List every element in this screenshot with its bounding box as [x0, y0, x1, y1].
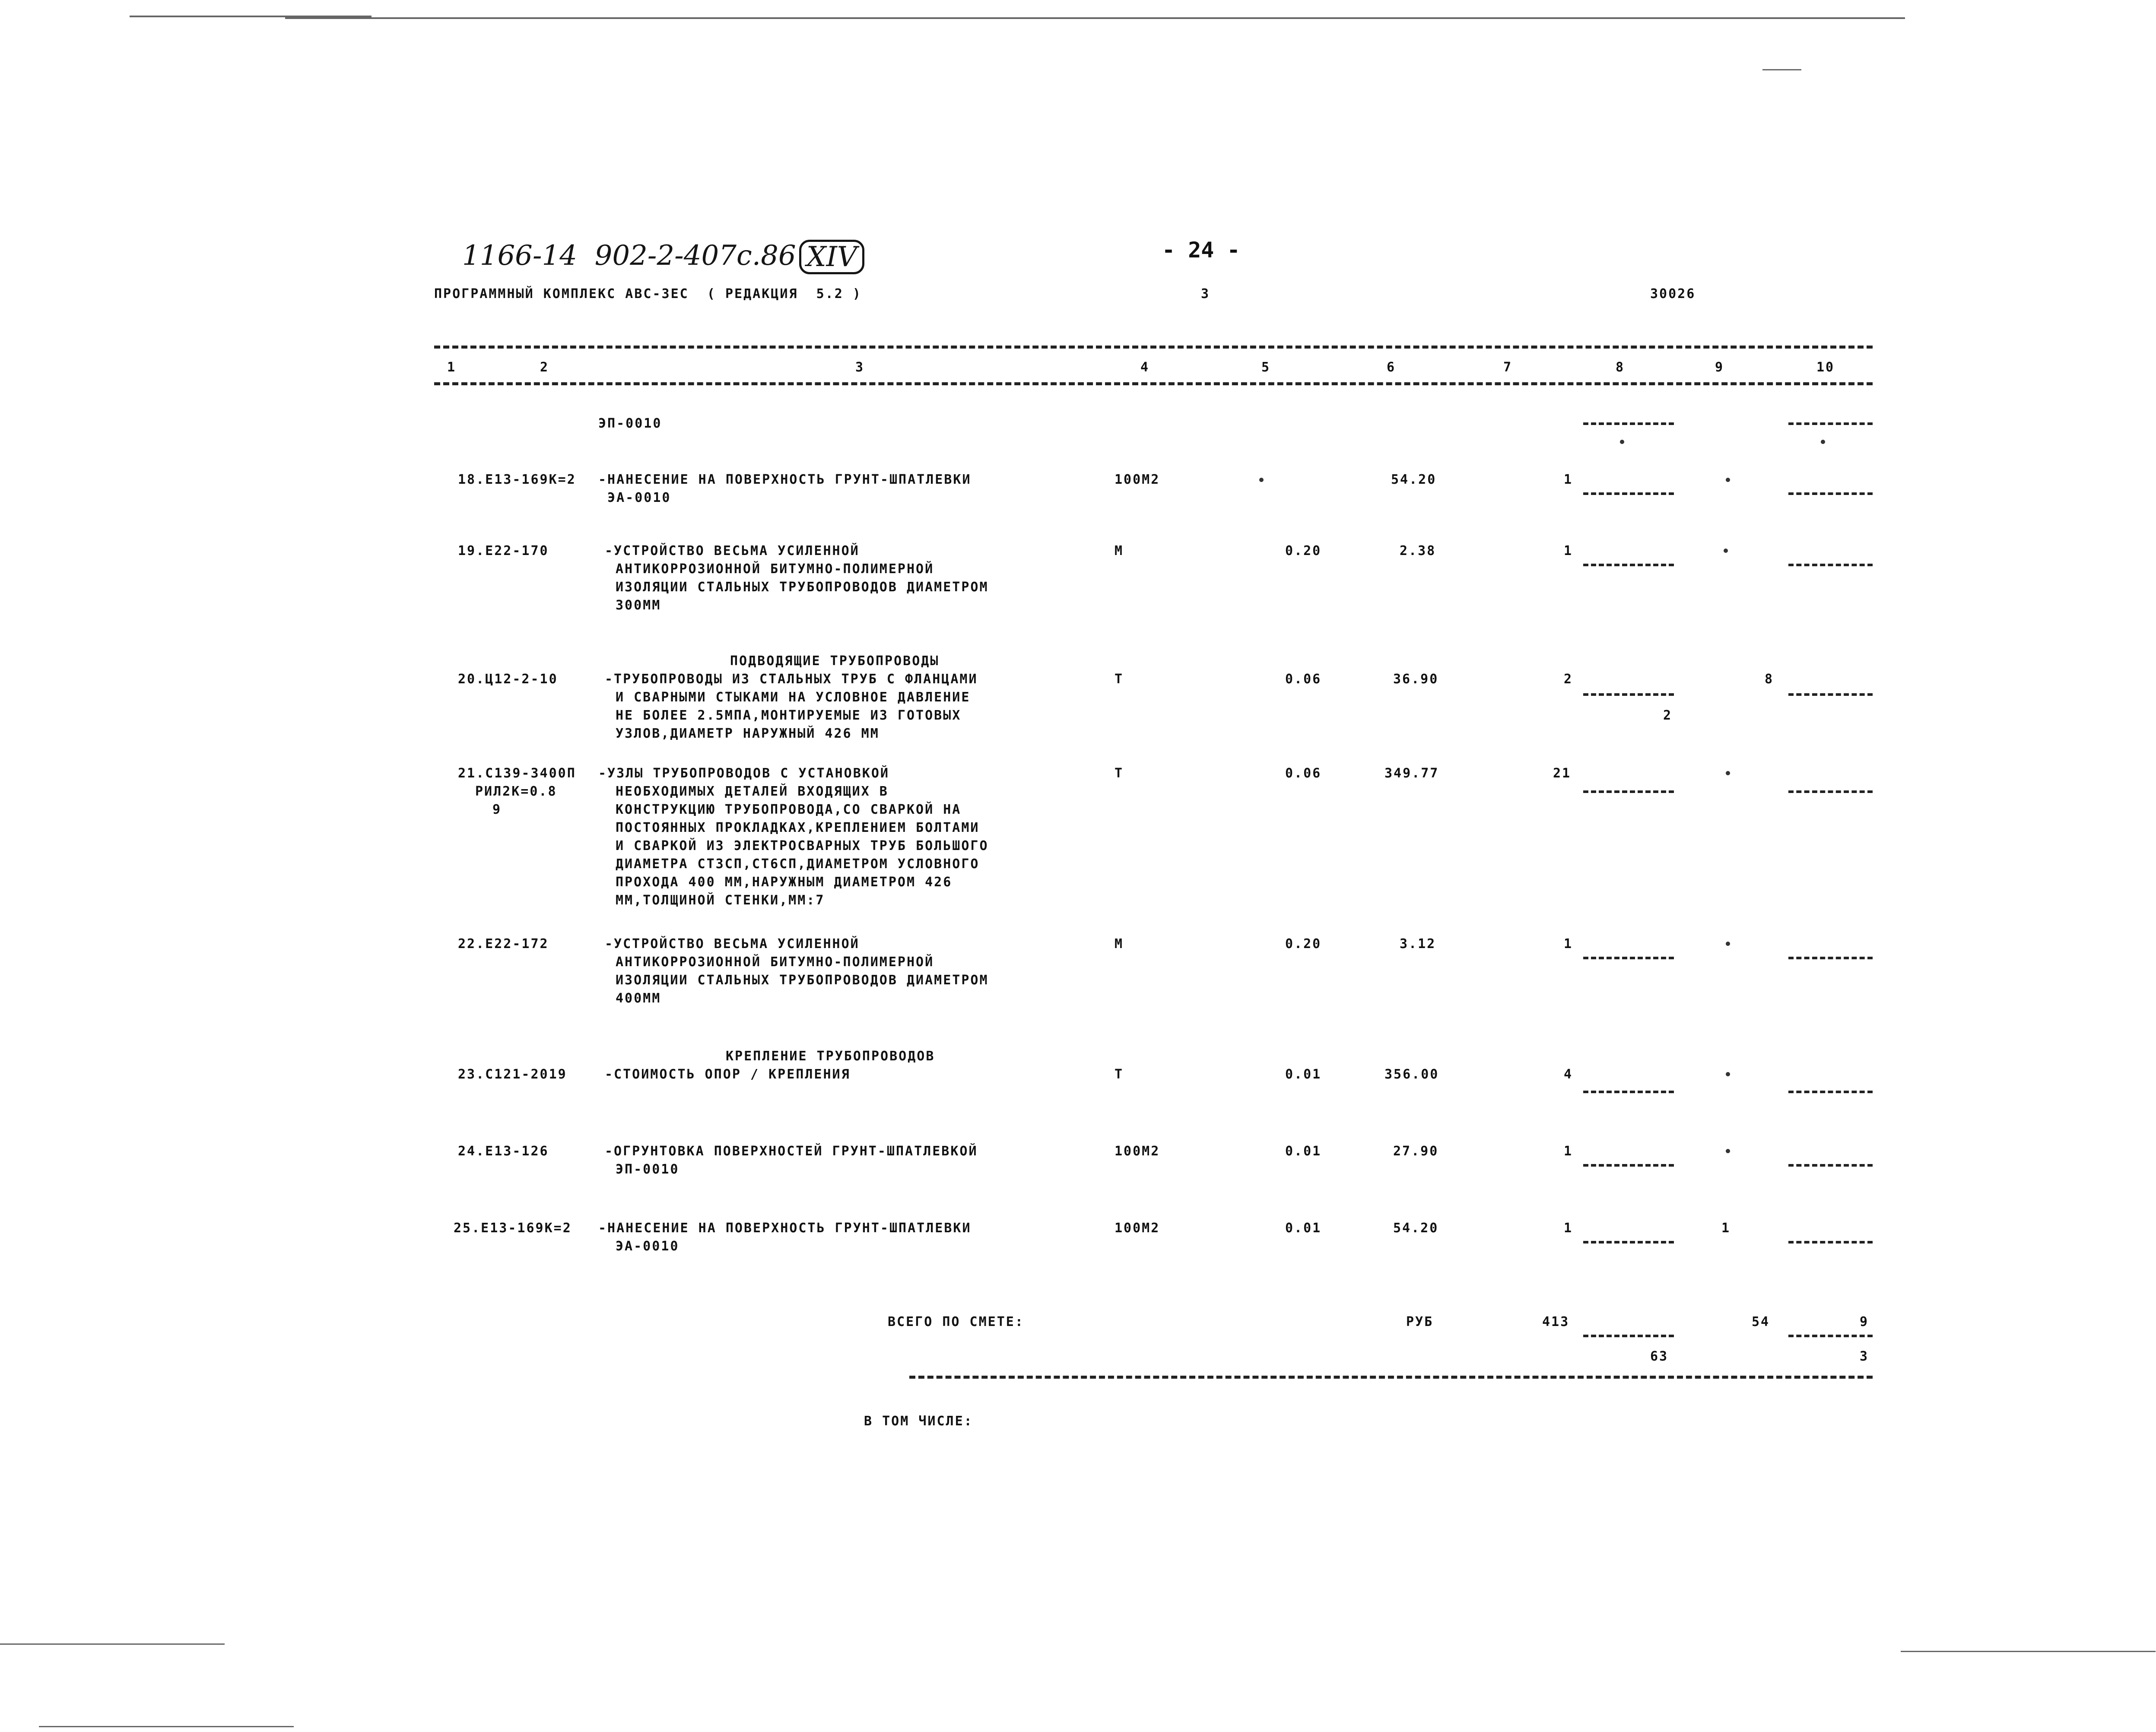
row-description: УЗЛОВ,ДИАМЕТР НАРУЖНЫЙ 426 ММ	[616, 726, 880, 741]
handwritten-reference: 1166-14 902-2-407с.86	[462, 240, 796, 272]
row-description: НЕОБХОДИМЫХ ДЕТАЛЕЙ ВХОДЯЩИХ В	[616, 784, 889, 799]
row-description: -ОГРУНТОВКА ПОВЕРХНОСТЕЙ ГРУНТ-ШПАТЛЕВКОЙ	[605, 1144, 978, 1159]
row-description: ИЗОЛЯЦИИ СТАЛЬНЫХ ТРУБОПРОВОДОВ ДИАМЕТРОМ	[616, 973, 989, 988]
row-unit: Т	[1115, 766, 1124, 781]
row-description: ЭА-0010	[616, 1239, 680, 1254]
totals-col10b: 3	[1860, 1349, 1869, 1364]
row-code: 25.Е13-169К=2	[454, 1221, 572, 1236]
cell-dash	[1788, 693, 1873, 696]
row-unit: 100М2	[1115, 1144, 1160, 1159]
row-code-extra: 9	[492, 802, 502, 817]
row-qty: 0.01	[1285, 1144, 1322, 1159]
sheet-number: 3	[1201, 286, 1210, 301]
cell-dash	[1788, 790, 1873, 793]
cell-dash	[1583, 790, 1674, 793]
row-description: ЭА-0010	[598, 490, 671, 505]
row-code: 20.Ц12-2-10	[458, 672, 558, 687]
row-description: -СТОИМОСТЬ ОПОР / КРЕПЛЕНИЯ	[605, 1067, 851, 1082]
cell-mark	[1821, 440, 1825, 444]
row-price: 27.90	[1393, 1144, 1439, 1159]
totals-label: ВСЕГО ПО СМЕТЕ:	[888, 1314, 1024, 1329]
row-price: 2.38	[1400, 543, 1436, 558]
row-qty: 0.20	[1285, 543, 1322, 558]
totals-rule	[909, 1376, 1873, 1379]
totals-col9: 54	[1752, 1314, 1770, 1329]
row-price: 36.90	[1393, 672, 1439, 687]
row-price: 349.77	[1384, 766, 1439, 781]
cell-dash	[1583, 1241, 1674, 1243]
table-header-rule	[434, 382, 1873, 385]
row-description: И СВАРКОЙ ИЗ ЭЛЕКТРОСВАРНЫХ ТРУБ БОЛЬШОГО	[616, 838, 989, 853]
col-header-8: 8	[1616, 360, 1625, 375]
col-header-3: 3	[855, 360, 865, 375]
col-header-1: 1	[447, 360, 457, 375]
footer-label: В ТОМ ЧИСЛЕ:	[864, 1414, 973, 1429]
row-description: ДИАМЕТРА СТ3СП,СТ6СП,ДИАМЕТРОМ УСЛОВНОГО	[616, 856, 980, 872]
row-description: -ТРУБОПРОВОДЫ ИЗ СТАЛЬНЫХ ТРУБ С ФЛАНЦАМИ	[605, 672, 978, 687]
row-description: -УЗЛЫ ТРУБОПРОВОДОВ С УСТАНОВКОЙ	[598, 766, 889, 781]
row-col8-lower: 2	[1663, 708, 1673, 723]
cell-mark	[1726, 1149, 1730, 1153]
cell-dash	[1788, 492, 1873, 495]
row-unit: М	[1115, 936, 1124, 952]
cell-dash	[1788, 1091, 1873, 1093]
row-description: ИЗОЛЯЦИИ СТАЛЬНЫХ ТРУБОПРОВОДОВ ДИАМЕТРОМ	[616, 580, 989, 595]
cell-mark	[1726, 771, 1730, 775]
totals-col8: 63	[1650, 1349, 1669, 1364]
row-col7: 1	[1564, 543, 1573, 558]
cell-mark	[1726, 478, 1730, 482]
row-qty: 0.06	[1285, 672, 1322, 687]
col-header-7: 7	[1503, 360, 1513, 375]
row-description: 300ММ	[616, 598, 661, 613]
row-col7: 4	[1564, 1067, 1573, 1082]
row-description: И СВАРНЫМИ СТЫКАМИ НА УСЛОВНОЕ ДАВЛЕНИЕ	[616, 690, 971, 705]
cell-dash	[1583, 1091, 1674, 1093]
cell-dash	[1583, 422, 1674, 425]
scan-edge-line	[285, 17, 1905, 19]
scan-edge-line	[1901, 1651, 2156, 1652]
row-unit: 100М2	[1115, 472, 1160, 487]
cell-mark	[1724, 549, 1728, 553]
program-title: ПРОГРАММНЫЙ КОМПЛЕКС АВС-3ЕС ( РЕДАКЦИЯ 5.2 )	[434, 286, 862, 301]
row-code: 23.С121-2019	[458, 1067, 567, 1082]
cell-dash	[1788, 1335, 1873, 1337]
col-header-10: 10	[1816, 360, 1835, 375]
cell-dash	[1788, 957, 1873, 959]
cell-dash	[1583, 492, 1674, 495]
col-header-9: 9	[1715, 360, 1724, 375]
row-price: 54.20	[1391, 472, 1437, 487]
col-header-5: 5	[1261, 360, 1271, 375]
row-col9: 8	[1765, 672, 1774, 687]
row-unit: М	[1115, 543, 1124, 558]
cell-dash	[1788, 1164, 1873, 1167]
row-col7: 21	[1553, 766, 1572, 781]
row-description: ПРОХОДА 400 ММ,НАРУЖНЫМ ДИАМЕТРОМ 426	[616, 875, 953, 890]
cell-dash	[1583, 957, 1674, 959]
row-description: КОНСТРУКЦИЮ ТРУБОПРОВОДА,СО СВАРКОЙ НА	[616, 802, 962, 817]
row-description: ЭП-0010	[616, 1162, 680, 1177]
totals-currency: РУБ	[1406, 1314, 1434, 1329]
section-heading: КРЕПЛЕНИЕ ТРУБОПРОВОДОВ	[726, 1049, 935, 1064]
row-description: -УСТРОЙСТВО ВЕСЬМА УСИЛЕННОЙ	[605, 543, 860, 558]
row-qty: 0.01	[1285, 1067, 1322, 1082]
row-col7: 1	[1564, 936, 1573, 952]
row-code: 21.С139-3400П	[458, 766, 576, 781]
row-code: 19.Е22-170	[458, 543, 549, 558]
row-code-extra: РИЛ2К=0.8	[475, 784, 557, 799]
row-unit: Т	[1115, 672, 1124, 687]
row-description: 400ММ	[616, 991, 661, 1006]
row-qty: 0.01	[1285, 1221, 1322, 1236]
table-top-rule	[434, 346, 1873, 349]
row-col7: 1	[1564, 472, 1573, 487]
row-description: АНТИКОРРОЗИОННОЙ БИТУМНО-ПОЛИМЕРНОЙ	[616, 955, 934, 970]
row-description: ММ,ТОЛЩИНОЙ СТЕНКИ,ММ:7	[616, 893, 825, 908]
row-description: -УСТРОЙСТВО ВЕСЬМА УСИЛЕННОЙ	[605, 936, 860, 952]
row-qty: 0.06	[1285, 766, 1322, 781]
scan-edge-line	[39, 1726, 294, 1727]
cell-dash	[1583, 1335, 1674, 1337]
row-col7: 2	[1564, 672, 1573, 687]
scan-edge-line	[1762, 69, 1801, 70]
cell-dash	[1788, 564, 1873, 566]
row-col7: 1	[1564, 1221, 1573, 1236]
scan-edge-line	[0, 1643, 225, 1645]
estimate-code: 30026	[1650, 286, 1696, 301]
row-description: -НАНЕСЕНИЕ НА ПОВЕРХНОСТЬ ГРУНТ-ШПАТЛЕВКИ	[598, 1221, 972, 1236]
cell-mark	[1259, 478, 1264, 482]
row-col9: 1	[1721, 1221, 1731, 1236]
row-description: НЕ БОЛЕЕ 2.5МПА,МОНТИРУЕМЫЕ ИЗ ГОТОВЫХ	[616, 708, 962, 723]
totals-col10a: 9	[1860, 1314, 1869, 1329]
row-description: -НАНЕСЕНИЕ НА ПОВЕРХНОСТЬ ГРУНТ-ШПАТЛЕВКИ	[598, 472, 972, 487]
cell-mark	[1620, 440, 1624, 444]
row-description: АНТИКОРРОЗИОННОЙ БИТУМНО-ПОЛИМЕРНОЙ	[616, 561, 934, 577]
col-header-6: 6	[1387, 360, 1396, 375]
col-header-4: 4	[1140, 360, 1150, 375]
row-description: ЭП-0010	[598, 416, 662, 431]
cell-dash	[1788, 422, 1873, 425]
totals-col7: 413	[1542, 1314, 1570, 1329]
row-unit: 100М2	[1115, 1221, 1160, 1236]
handwritten-roman-numeral: XIV	[799, 240, 864, 274]
row-code: 22.Е22-172	[458, 936, 549, 952]
row-price: 54.20	[1393, 1221, 1439, 1236]
cell-dash	[1788, 1241, 1873, 1243]
cell-dash	[1583, 693, 1674, 696]
cell-dash	[1583, 564, 1674, 566]
section-heading: ПОДВОДЯЩИЕ ТРУБОПРОВОДЫ	[730, 653, 940, 669]
col-header-2: 2	[540, 360, 549, 375]
row-price: 3.12	[1400, 936, 1436, 952]
row-description: ПОСТОЯННЫХ ПРОКЛАДКАХ,КРЕПЛЕНИЕМ БОЛТАМИ	[616, 820, 980, 835]
page-number: - 24 -	[1162, 238, 1240, 263]
cell-mark	[1726, 942, 1730, 946]
row-price: 356.00	[1384, 1067, 1439, 1082]
row-col7: 1	[1564, 1144, 1573, 1159]
cell-mark	[1726, 1072, 1730, 1076]
row-code: 18.Е13-169К=2	[458, 472, 576, 487]
row-unit: Т	[1115, 1067, 1124, 1082]
row-code: 24.Е13-126	[458, 1144, 549, 1159]
cell-dash	[1583, 1164, 1674, 1167]
row-qty: 0.20	[1285, 936, 1322, 952]
